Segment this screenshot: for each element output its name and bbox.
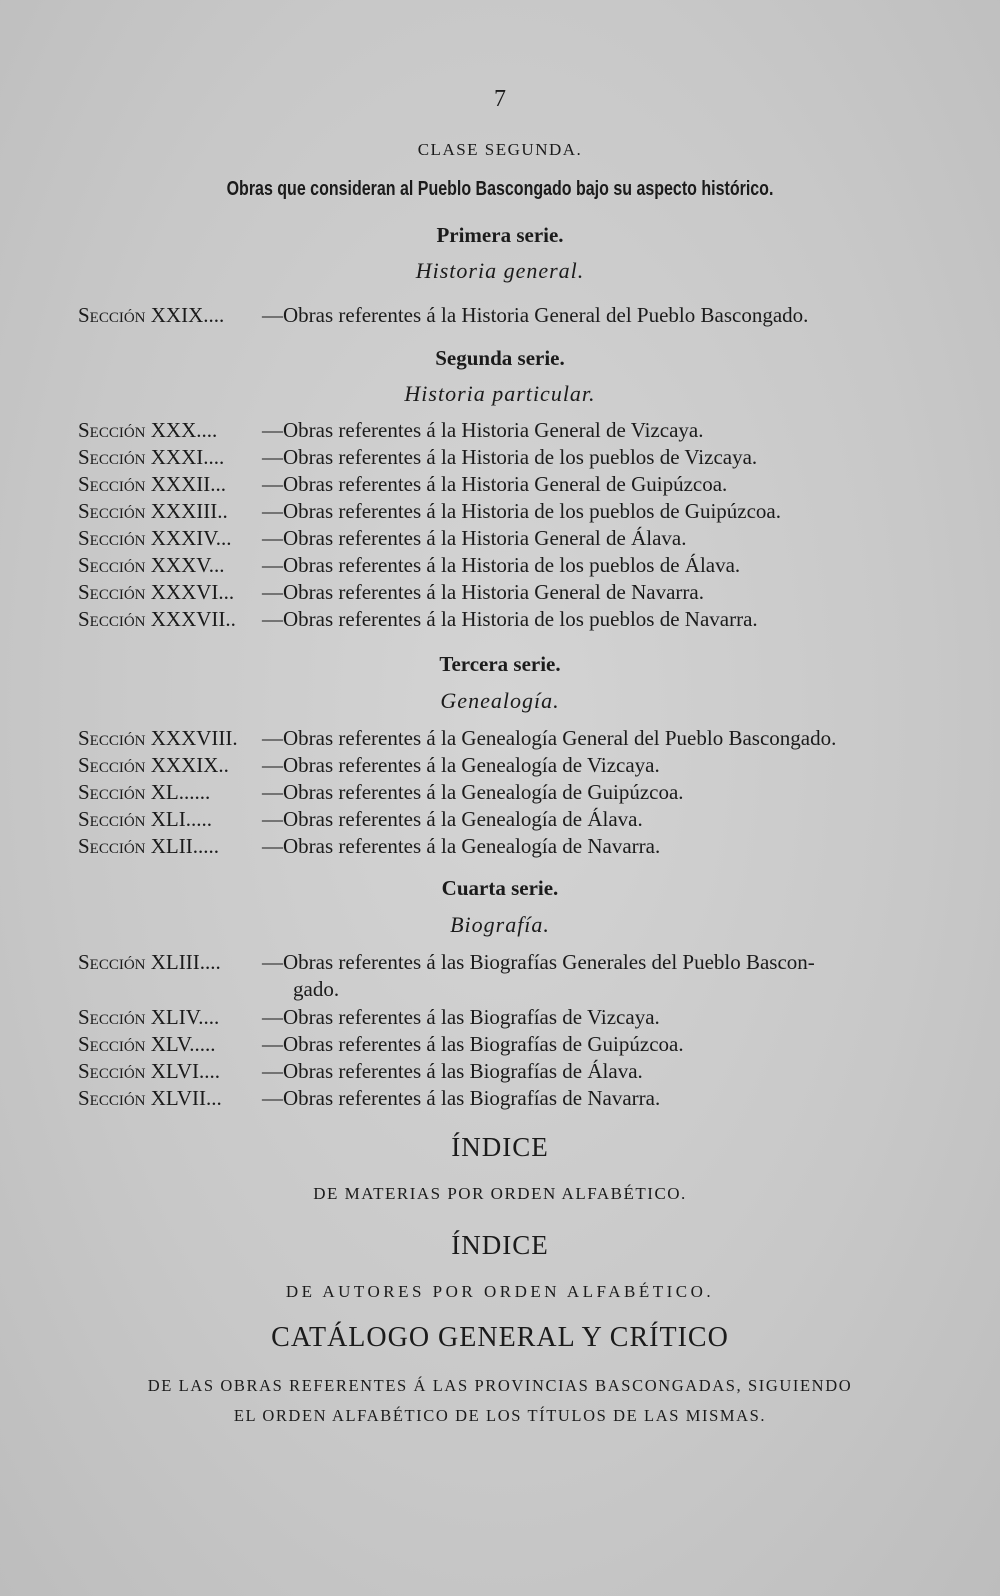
section-text: —Obras referentes á la Genealogía General del Pueblo Bascongado. bbox=[262, 726, 837, 750]
series-title: Tercera serie. bbox=[439, 652, 561, 676]
section-number: XXX.... bbox=[150, 418, 218, 442]
section-text: —Obras referentes á la Historia General de Álava. bbox=[262, 526, 687, 550]
catalog-subtitle-line: EL ORDEN ALFABÉTICO DE LOS TÍTULOS DE LAS MISMAS. bbox=[233, 1406, 767, 1425]
section-row bbox=[78, 807, 643, 832]
section-row bbox=[78, 445, 758, 470]
section-label: Sección bbox=[78, 580, 151, 604]
section-row bbox=[78, 950, 815, 975]
section-row bbox=[78, 472, 728, 497]
index-materias-subtitle: DE MATERIAS POR ORDEN ALFABÉTICO. bbox=[313, 1184, 687, 1203]
catalog-subtitle-line: DE LAS OBRAS REFERENTES Á LAS PROVINCIAS BASCONGADAS, SIGUIENDO bbox=[147, 1376, 853, 1395]
section-text: —Obras referentes á la Genealogía de Guipúzcoa. bbox=[262, 780, 684, 804]
section-row bbox=[78, 753, 660, 778]
section-row bbox=[78, 553, 741, 578]
section-text: —Obras referentes á las Biografías de Navarra. bbox=[262, 1086, 661, 1110]
section-label: Sección bbox=[78, 499, 151, 523]
section-row bbox=[78, 526, 687, 551]
section-label: Sección bbox=[78, 553, 151, 577]
section-number: XLVI.... bbox=[150, 1059, 220, 1083]
section-number: XXXIV... bbox=[150, 526, 232, 550]
index-autores-subtitle: DE AUTORES POR ORDEN ALFABÉTICO. bbox=[285, 1282, 715, 1301]
section-row bbox=[78, 1032, 684, 1057]
section-label: Sección bbox=[78, 807, 151, 831]
section-row bbox=[78, 1086, 661, 1111]
section-label: Sección bbox=[78, 445, 151, 469]
section-number: XXXII... bbox=[150, 472, 226, 496]
series-subtitle: Historia general. bbox=[415, 258, 585, 283]
section-number: XXXV... bbox=[150, 553, 225, 577]
index-autores-title: ÍNDICE bbox=[451, 1230, 549, 1260]
section-row bbox=[78, 418, 704, 443]
section-number: XXXVII.. bbox=[150, 607, 236, 631]
section-number: XXXIII.. bbox=[150, 499, 228, 523]
page-number: 7 bbox=[494, 86, 506, 112]
section-text: —Obras referentes á la Historia de los pueblos de Vizcaya. bbox=[262, 445, 758, 469]
series-title: Primera serie. bbox=[436, 223, 564, 247]
section-label: Sección bbox=[78, 418, 151, 442]
section-text: —Obras referentes á la Historia General de Navarra. bbox=[262, 580, 704, 604]
section-label: Sección bbox=[78, 1032, 151, 1056]
section-text-continuation: gado. bbox=[293, 977, 340, 1001]
section-number: XL...... bbox=[150, 780, 211, 804]
section-text: —Obras referentes á la Historia de los pueblos de Álava. bbox=[262, 553, 741, 577]
section-number: XLVII... bbox=[150, 1086, 222, 1110]
section-row bbox=[78, 834, 661, 859]
section-text: —Obras referentes á la Historia de los pueblos de Guipúzcoa. bbox=[262, 499, 781, 523]
section-number: XXXIX.. bbox=[150, 753, 229, 777]
series-title: Segunda serie. bbox=[435, 346, 565, 370]
section-label: Sección bbox=[78, 526, 151, 550]
section-label: Sección bbox=[78, 472, 151, 496]
section-label: Sección bbox=[78, 1086, 151, 1110]
section-label: Sección bbox=[78, 834, 151, 858]
section-label: Sección bbox=[78, 303, 151, 327]
section-text: —Obras referentes á las Biografías Generales del Pueblo Bascon- bbox=[262, 950, 815, 974]
section-row bbox=[78, 1059, 643, 1084]
section-number: XLIII.... bbox=[150, 950, 221, 974]
section-text: —Obras referentes á la Historia General de Guipúzcoa. bbox=[262, 472, 728, 496]
section-label: Sección bbox=[78, 1005, 151, 1029]
section-number: XXXVI... bbox=[150, 580, 235, 604]
section-number: XXXI.... bbox=[150, 445, 225, 469]
section-text: —Obras referentes á las Biografías de Guipúzcoa. bbox=[262, 1032, 684, 1056]
section-text: —Obras referentes á la Historia de los pueblos de Navarra. bbox=[262, 607, 758, 631]
section-text: —Obras referentes á las Biografías de Álava. bbox=[262, 1059, 643, 1083]
section-text: —Obras referentes á la Historia General del Pueblo Bascongado. bbox=[262, 303, 809, 327]
section-text: —Obras referentes á las Biografías de Vizcaya. bbox=[262, 1005, 660, 1029]
section-text: —Obras referentes á la Genealogía de Navarra. bbox=[262, 834, 661, 858]
series-subtitle: Historia particular. bbox=[404, 381, 596, 406]
section-label: Sección bbox=[78, 1059, 151, 1083]
class-heading: CLASE SEGUNDA. bbox=[417, 140, 583, 159]
section-number: XXIX.... bbox=[150, 303, 225, 327]
section-row bbox=[78, 1005, 660, 1030]
index-materias-title: ÍNDICE bbox=[451, 1132, 549, 1162]
section-number: XLV..... bbox=[150, 1032, 216, 1056]
section-row bbox=[78, 726, 837, 751]
class-subtitle: Obras que consideran al Pueblo Bascongado bajo su aspecto histórico. bbox=[226, 178, 774, 200]
section-label: Sección bbox=[78, 753, 151, 777]
section-label: Sección bbox=[78, 726, 151, 750]
section-number: XLII..... bbox=[150, 834, 219, 858]
series-title: Cuarta serie. bbox=[441, 876, 559, 900]
section-text: —Obras referentes á la Genealogía de Álava. bbox=[262, 807, 643, 831]
section-number: XXXVIII. bbox=[150, 726, 238, 750]
section-number: XLI..... bbox=[150, 807, 213, 831]
section-text: —Obras referentes á la Genealogía de Vizcaya. bbox=[262, 753, 660, 777]
section-row bbox=[78, 780, 684, 805]
catalog-title: CATÁLOGO GENERAL Y CRÍTICO bbox=[271, 1322, 729, 1353]
section-row bbox=[78, 303, 809, 328]
series-subtitle: Genealogía. bbox=[440, 688, 560, 713]
section-text: —Obras referentes á la Historia General de Vizcaya. bbox=[262, 418, 704, 442]
section-label: Sección bbox=[78, 780, 151, 804]
section-label: Sección bbox=[78, 607, 151, 631]
section-number: XLIV.... bbox=[150, 1005, 220, 1029]
section-label: Sección bbox=[78, 950, 151, 974]
series-subtitle: Biografía. bbox=[450, 912, 550, 937]
section-row bbox=[78, 607, 758, 632]
section-row bbox=[78, 499, 781, 524]
section-row bbox=[78, 580, 704, 605]
